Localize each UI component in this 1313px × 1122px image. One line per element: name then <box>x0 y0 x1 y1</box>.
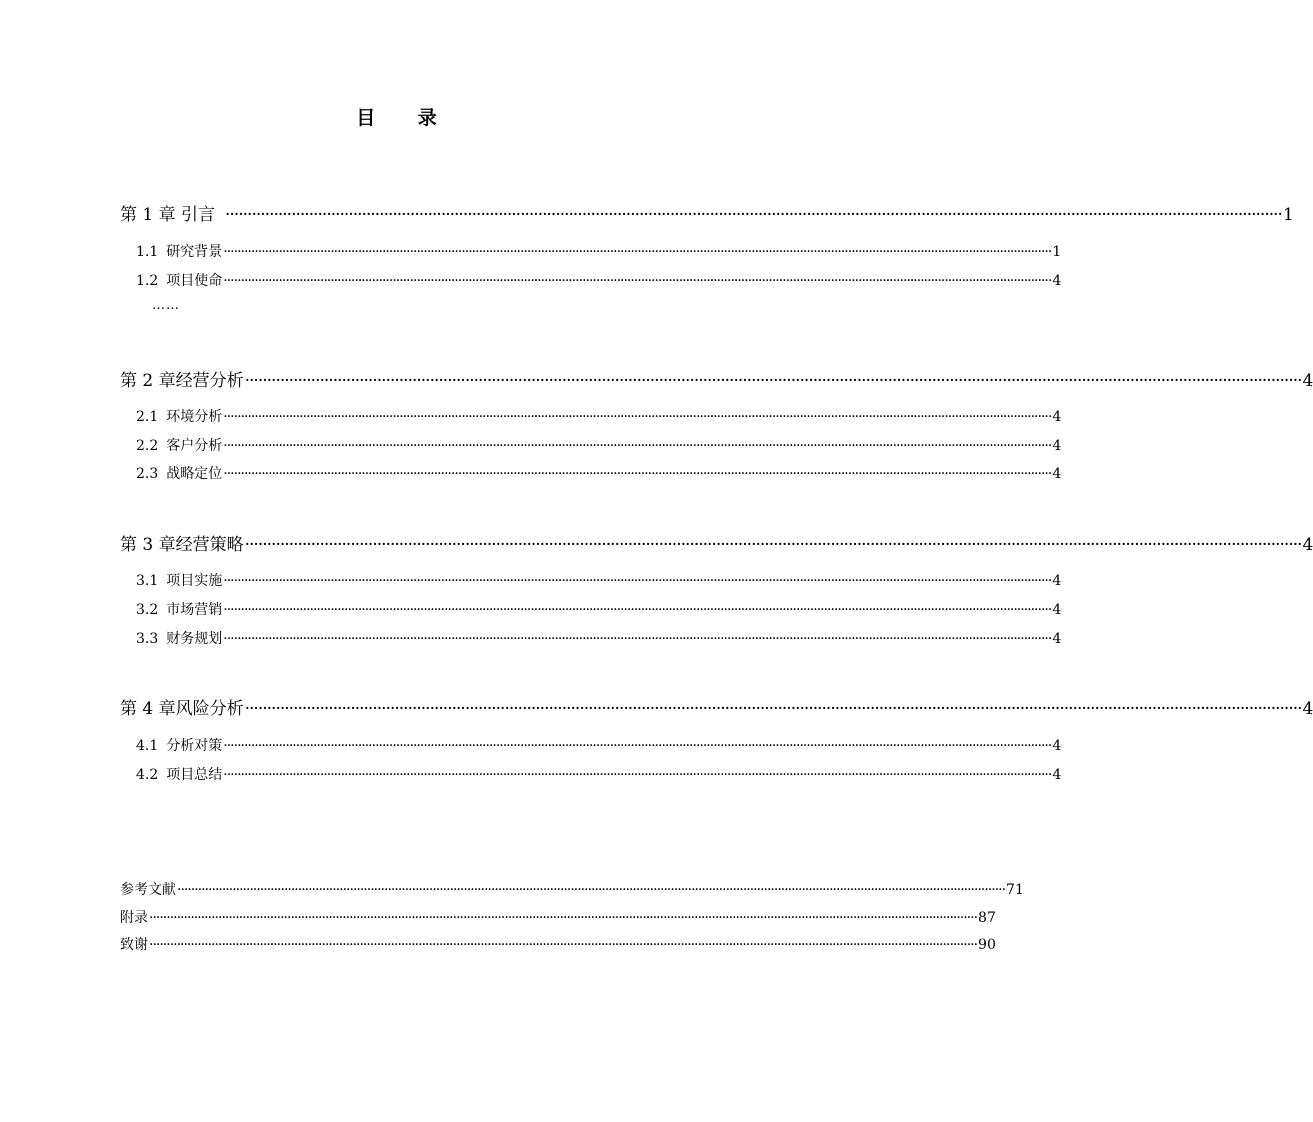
dot-leader: ················································································································································································································································ <box>223 409 1052 425</box>
page-number: 4 <box>1052 631 1062 647</box>
dot-leader: ················································································································································································································································ <box>225 205 1282 225</box>
toc-chapter-4[interactable] <box>120 694 1313 719</box>
section-number: 2.3 <box>136 466 159 482</box>
dot-leader: ················································································································································································································································ <box>223 631 1052 647</box>
page-number: 4 <box>1052 738 1062 754</box>
dot-leader: ················································································································································································································································ <box>223 466 1052 482</box>
section-label: 项目使命 <box>166 273 223 289</box>
back-matter-label: 参考文献 <box>120 882 176 898</box>
toc-acknowledgements[interactable] <box>120 934 996 954</box>
section-number: 1.1 <box>136 244 159 260</box>
toc-section-1-1[interactable] <box>136 241 1062 261</box>
back-matter-label: 附录 <box>120 910 148 926</box>
dot-leader: ················································································································································································································································ <box>244 535 1302 555</box>
page-number: 4 <box>1302 535 1313 555</box>
page-number: 4 <box>1302 371 1313 391</box>
section-number: 2.2 <box>136 438 159 454</box>
section-number: 4.2 <box>136 767 159 783</box>
dot-leader: ················································································································································································································································ <box>177 882 1006 898</box>
page-number: 4 <box>1052 409 1062 425</box>
section-label: 财务规划 <box>166 631 223 647</box>
toc-section-4-1[interactable] <box>136 735 1062 755</box>
section-number: 3.3 <box>136 631 159 647</box>
section-number: 2.1 <box>136 409 159 425</box>
section-number: 3.2 <box>136 602 159 618</box>
toc-section-3-3[interactable] <box>136 628 1062 648</box>
page-number: 87 <box>978 910 996 926</box>
chapter-label: 第 4 章风险分析 <box>120 699 244 719</box>
section-label: 市场营销 <box>166 602 223 618</box>
toc-chapter-3[interactable] <box>120 530 1313 555</box>
dot-leader: ················································································································································································································································ <box>223 244 1052 260</box>
section-number: 1.2 <box>136 273 159 289</box>
chapter-label: 第 2 章经营分析 <box>120 371 244 391</box>
dot-leader: ················································································································································································································································ <box>223 273 1052 289</box>
section-label: 分析对策 <box>166 738 223 754</box>
toc-references[interactable] <box>120 879 1024 899</box>
dot-leader: ················································································································································································································································ <box>223 738 1052 754</box>
toc-section-4-2[interactable] <box>136 764 1062 784</box>
section-number: 3.1 <box>136 573 159 589</box>
section-label: 研究背景 <box>166 244 223 260</box>
chapter-label: 第 1 章 引言 <box>120 205 216 225</box>
toc-section-2-1[interactable] <box>136 406 1062 426</box>
continuation-ellipsis: …… <box>152 298 180 313</box>
toc-section-1-2[interactable] <box>136 270 1062 290</box>
toc-chapter-1[interactable] <box>120 200 1294 225</box>
page-number: 4 <box>1052 602 1062 618</box>
toc-title: 目 录 <box>356 107 455 129</box>
dot-leader: ················································································································································································································································ <box>244 699 1302 719</box>
toc-appendix[interactable] <box>120 907 996 927</box>
section-number: 4.1 <box>136 738 159 754</box>
chapter-label: 第 3 章经营策略 <box>120 535 244 555</box>
dot-leader: ················································································································································································································································ <box>244 371 1302 391</box>
toc-section-3-2[interactable] <box>136 599 1062 619</box>
section-label: 项目实施 <box>166 573 223 589</box>
page-number: 4 <box>1052 466 1062 482</box>
dot-leader: ················································································································································································································································ <box>223 767 1052 783</box>
dot-leader: ················································································································································································································································ <box>149 937 978 953</box>
toc-section-2-3[interactable] <box>136 463 1062 483</box>
page-number: 1 <box>1052 244 1062 260</box>
dot-leader: ················································································································································································································································ <box>223 573 1052 589</box>
section-label: 客户分析 <box>166 438 223 454</box>
toc-section-2-2[interactable] <box>136 435 1062 455</box>
page-number: 4 <box>1052 573 1062 589</box>
section-label: 项目总结 <box>166 767 223 783</box>
page-number: 90 <box>978 937 996 953</box>
section-label: 环境分析 <box>166 409 223 425</box>
page-number: 4 <box>1052 438 1062 454</box>
page-number: 1 <box>1282 205 1294 225</box>
page-number: 4 <box>1052 273 1062 289</box>
dot-leader: ················································································································································································································································ <box>223 602 1052 618</box>
toc-chapter-2[interactable] <box>120 366 1313 391</box>
page-number: 4 <box>1052 767 1062 783</box>
page-number: 71 <box>1006 882 1024 898</box>
page-number: 4 <box>1302 699 1313 719</box>
back-matter-label: 致谢 <box>120 937 148 953</box>
dot-leader: ················································································································································································································································ <box>223 438 1052 454</box>
section-label: 战略定位 <box>166 466 223 482</box>
toc-section-3-1[interactable] <box>136 570 1062 590</box>
dot-leader: ················································································································································································································································ <box>149 910 978 926</box>
